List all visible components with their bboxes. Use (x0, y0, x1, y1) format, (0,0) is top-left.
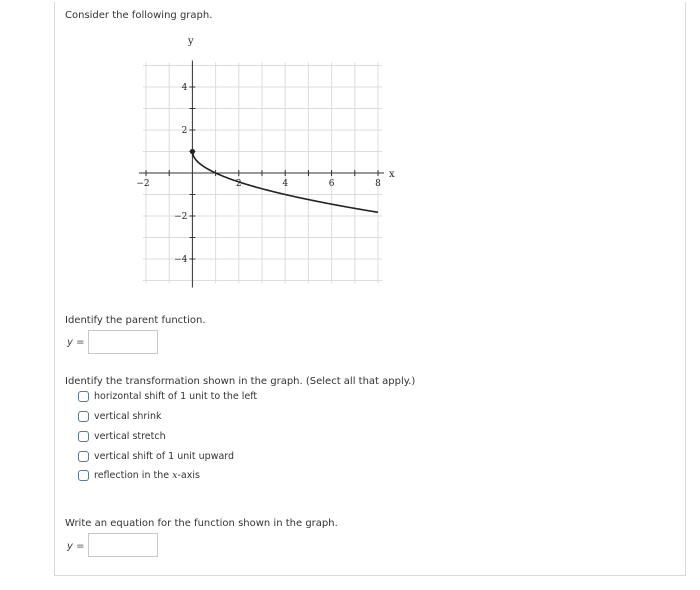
checkbox-vertical-shrink[interactable] (78, 411, 89, 422)
option-horizontal-shift[interactable] (78, 389, 257, 403)
option-label: reflection in the x-axis (94, 469, 200, 481)
y-tick-label: 2 (181, 126, 188, 136)
parent-function-input[interactable] (88, 330, 158, 354)
part1-prompt: Identify the parent function. (65, 315, 206, 326)
y-axis-label: y (188, 36, 194, 47)
equation-input[interactable] (88, 533, 158, 557)
part2-prompt: Identify the transformation shown in the graph. (Select all that apply.) (65, 376, 416, 387)
part3-prompt: Write an equation for the function shown in the graph. (65, 518, 338, 529)
option-label: vertical shift of 1 unit upward (94, 450, 235, 462)
x-tick-label: 2 (235, 179, 242, 189)
checkbox-reflection-x-axis[interactable] (78, 470, 89, 481)
y-tick-label: −2 (174, 212, 188, 222)
option-reflection-x-axis[interactable] (78, 468, 200, 482)
option-label: vertical stretch (94, 430, 166, 442)
option-vertical-stretch[interactable] (78, 429, 166, 443)
graph-start-point (190, 149, 195, 154)
option-label: horizontal shift of 1 unit to the left (94, 390, 258, 402)
y-tick-label: −4 (174, 255, 188, 265)
checkbox-vertical-stretch[interactable] (78, 431, 89, 442)
checkbox-horizontal-shift[interactable] (78, 391, 89, 402)
y-tick-label: 4 (181, 83, 188, 93)
part3-equation-label: y = (67, 541, 85, 552)
option-vertical-shrink[interactable] (78, 409, 161, 423)
x-tick-label: 6 (328, 179, 335, 189)
checkbox-vertical-shift[interactable] (78, 451, 89, 462)
option-label: vertical shrink (94, 410, 162, 422)
x-tick-label: 8 (375, 179, 381, 189)
x-axis-label: x (389, 169, 395, 180)
x-tick-label: −2 (136, 179, 150, 189)
option-vertical-shift[interactable] (78, 449, 234, 463)
part1-equation-label: y = (67, 337, 85, 348)
question-prompt: Consider the following graph. (65, 10, 213, 21)
x-tick-label: 4 (282, 179, 289, 189)
